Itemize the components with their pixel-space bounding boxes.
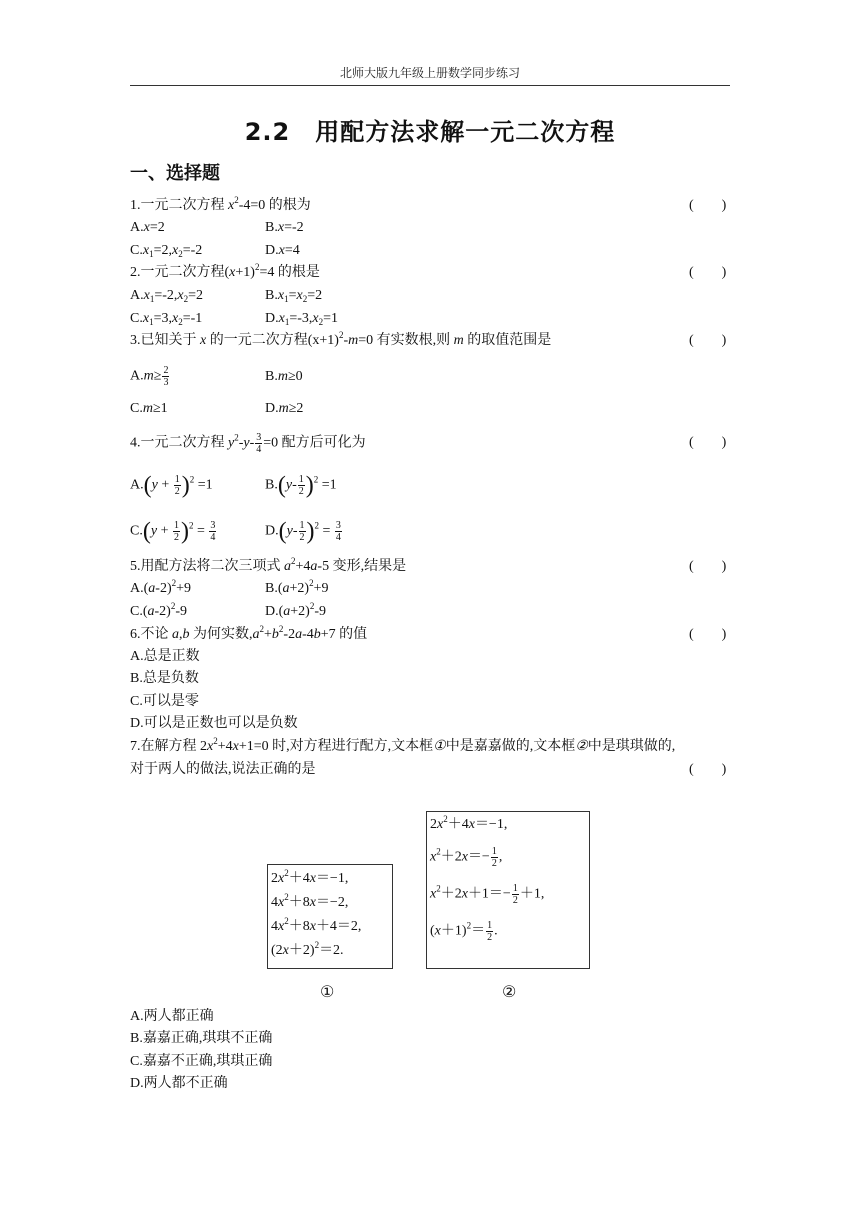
question-6: 6.不论 a,b 为何实数$,a^2+b^2-2a-4b+7$ 的值: [130, 624, 368, 642]
text-box-1: [267, 864, 393, 969]
answer-paren-5: ( ): [689, 559, 727, 574]
q3-option-b: B.m≥0: [265, 369, 303, 384]
q5-option-b: $B.(a+2)^2+9$: [265, 578, 329, 596]
q2-option-d: $D.x_1=-3,x_2=1$: [265, 311, 339, 327]
q6-option-b: B.总是负数: [130, 671, 199, 686]
box1-line-4: $(2x+2)^2=2$.: [271, 940, 344, 958]
q3-option-d: D.m≥2: [265, 401, 304, 416]
box2-line-4: $(x+1)^2=$ $\frac{1}{2}$ .: [430, 920, 498, 943]
question-3: 3.已知关于 x 的一元二次方程$(x+1)^2-m=0$ 有实数根,则 m 的取值范围是: [130, 330, 552, 348]
box2-line-1: $2x^2+4x=-1$,: [430, 814, 508, 832]
q6-option-d: D.可以是正数也可以是负数: [130, 716, 298, 731]
box2-line-2: $x^2+2x=-$ $\frac{1}{2}$ ,: [430, 846, 503, 869]
box1-line-2: $4x^2+8x=-2$,: [271, 892, 349, 910]
question-7-line-1: 7.在解方程 $2x^2+4x+1=0$ 时,对方程进行配方,文本框①中是嘉嘉做的,文本框②中是琪琪做的,: [130, 736, 676, 754]
q3-option-a: A.m≥ $\frac{2}{3}$: [130, 365, 169, 388]
answer-paren-6: ( ): [689, 627, 727, 642]
q5-option-d: $D.(a+2)^2-9$: [265, 601, 327, 619]
question-7-line-2: 对于两人的做法,说法正确的是: [130, 762, 316, 777]
q7-option-c: C.嘉嘉不正确,琪琪正确: [130, 1054, 273, 1069]
question-5: 5.用配方法将二次三项式 $a^2+4a-5$ 变形,结果是: [130, 556, 407, 574]
q6-option-c: C.可以是零: [130, 694, 199, 709]
box1-line-3: $4x^2+8x+4=2$,: [271, 916, 362, 934]
question-2: 2.一元二次方程$(x+1)^2=4$ 的根是: [130, 262, 320, 280]
q7-option-b: B.嘉嘉正确,琪琪不正确: [130, 1031, 273, 1046]
q7-option-a: A.两人都正确: [130, 1009, 214, 1024]
answer-paren-3: ( ): [689, 333, 727, 348]
answer-paren-7: ( ): [689, 762, 727, 777]
lesson-title: 2.2 用配方法求解一元二次方程: [244, 118, 616, 146]
q2-option-a: $A.x_1=-2,x_2=2$: [130, 288, 204, 304]
q4-option-b: B.(y- $\frac{1}{2}$ )$^2$ =1: [265, 472, 337, 499]
q6-option-a: A.总是正数: [130, 649, 200, 664]
question-1: 1.一元二次方程 $x^2-4=0$ 的根为: [130, 195, 311, 213]
answer-paren-1: ( ): [689, 198, 727, 213]
q7-option-d: D.两人都不正确: [130, 1076, 228, 1091]
caption-1: ①: [320, 984, 335, 1001]
q2-option-c: $C.x_1=3,x_2=-1$: [130, 311, 203, 327]
header-divider: [130, 85, 730, 86]
q2-option-b: $B.x_1=x_2=2$: [265, 288, 323, 304]
box1-line-1: $2x^2+4x=-1$,: [271, 868, 349, 886]
q1-option-b: B.x=-2: [265, 220, 304, 235]
text-box-2: [426, 811, 590, 969]
section-heading: 一、选择题: [130, 163, 220, 184]
q4-option-c: C.(y + $\frac{1}{2}$ )$^2$ = $\frac{3}{4}$: [130, 518, 216, 545]
answer-paren-2: ( ): [689, 265, 727, 280]
q1-option-a: A.x=2: [130, 220, 165, 235]
page-header: 北师大版九年级上册数学同步练习: [339, 66, 520, 80]
question-4: 4.一元二次方程 $y^2-y-$ $\frac{3}{4}$ =0 配方后可化为: [130, 432, 366, 455]
q4-option-a: A.(y + $\frac{1}{2}$ )$^2$ =1: [130, 472, 213, 499]
box2-line-3: $x^2+2x+1=-$ $\frac{1}{2}$ ＋1,: [430, 883, 545, 906]
q1-option-c: $C.x_1=2,x_2=-2$: [130, 243, 203, 259]
q4-option-d: D.(y- $\frac{1}{2}$ )$^2$ = $\frac{3}{4}$: [265, 518, 341, 545]
q5-option-a: $A.(a-2)^2+9$: [130, 578, 192, 596]
q5-option-c: $C.(a-2)^2-9$: [130, 601, 187, 619]
answer-paren-4: ( ): [689, 435, 727, 450]
q1-option-d: D.x=4: [265, 243, 300, 258]
caption-2: ②: [502, 984, 517, 1001]
q3-option-c: C.m≥1: [130, 401, 168, 416]
